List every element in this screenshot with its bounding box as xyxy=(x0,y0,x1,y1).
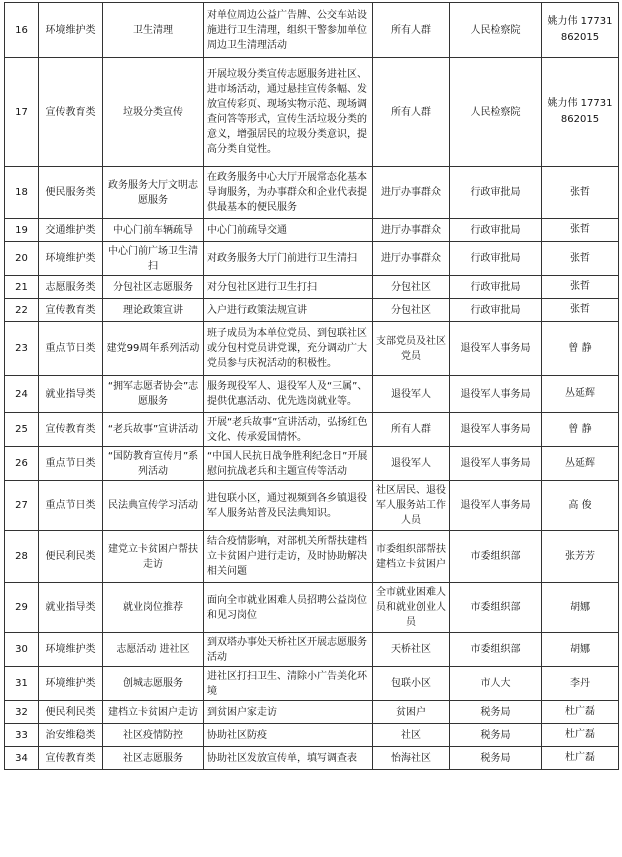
service-content: 在政务服务中心大厅开展常态化基本导询服务，为办事群众和企业代表提供最基本的便民服务 xyxy=(204,167,373,219)
service-category: 就业指导类 xyxy=(39,583,103,633)
project-name: 创城志愿服务 xyxy=(103,667,204,701)
service-content: 入户进行政策法规宣讲 xyxy=(204,299,373,322)
service-category: 重点节日类 xyxy=(39,481,103,531)
service-target: 贫困户 xyxy=(373,701,450,724)
row-number: 21 xyxy=(5,276,39,299)
service-target: 退役军人 xyxy=(373,447,450,481)
row-number: 28 xyxy=(5,531,39,583)
contact-person: 张哲 xyxy=(542,219,619,242)
service-target: 进厅办事群众 xyxy=(373,219,450,242)
service-target: 社区 xyxy=(373,724,450,747)
row-number: 17 xyxy=(5,58,39,167)
row-number: 34 xyxy=(5,747,39,770)
table-row xyxy=(5,3,619,58)
service-content: 服务现役军人、退役军人及“三属”、提供优惠活动、优先选岗就业等。 xyxy=(204,376,373,413)
responsible-unit: 市人大 xyxy=(450,667,542,701)
project-name: 政务服务大厅文明志愿服务 xyxy=(103,167,204,219)
service-target: 分包社区 xyxy=(373,276,450,299)
project-name: 社区志愿服务 xyxy=(103,747,204,770)
service-target: 分包社区 xyxy=(373,299,450,322)
service-content: 进包联小区，通过视频到各乡镇退役军人服务站普及民法典知识。 xyxy=(204,481,373,531)
project-name: 中心门前广场卫生清扫 xyxy=(103,242,204,276)
row-number: 24 xyxy=(5,376,39,413)
project-name: 卫生清理 xyxy=(103,3,204,58)
table-row xyxy=(5,481,619,531)
row-number: 33 xyxy=(5,724,39,747)
row-number: 32 xyxy=(5,701,39,724)
service-target: 进厅办事群众 xyxy=(373,167,450,219)
service-category: 就业指导类 xyxy=(39,376,103,413)
service-category: 宣传教育类 xyxy=(39,58,103,167)
table-row xyxy=(5,276,619,299)
project-name: 垃圾分类宣传 xyxy=(103,58,204,167)
project-name: 社区疫情防控 xyxy=(103,724,204,747)
contact-person: 胡娜 xyxy=(542,633,619,667)
table-row xyxy=(5,747,619,770)
responsible-unit: 退役军人事务局 xyxy=(450,413,542,447)
project-name: 民法典宣传学习活动 xyxy=(103,481,204,531)
contact-person: 高 俊 xyxy=(542,481,619,531)
service-content: 协助社区防疫 xyxy=(204,724,373,747)
contact-person: 姚力伟 17731862015 xyxy=(542,58,619,167)
table-row xyxy=(5,667,619,701)
service-category: 治安维稳类 xyxy=(39,724,103,747)
table-row xyxy=(5,58,619,167)
contact-person: 杜广磊 xyxy=(542,747,619,770)
service-target: 支部党员及社区党员 xyxy=(373,322,450,376)
project-name: 分包社区志愿服务 xyxy=(103,276,204,299)
service-target: 市委组织部帮扶建档立卡贫困户 xyxy=(373,531,450,583)
row-number: 26 xyxy=(5,447,39,481)
service-category: 环境维护类 xyxy=(39,633,103,667)
responsible-unit: 行政审批局 xyxy=(450,276,542,299)
responsible-unit: 退役军人事务局 xyxy=(450,376,542,413)
service-content: 面向全市就业困难人员招聘公益岗位和见习岗位 xyxy=(204,583,373,633)
responsible-unit: 退役军人事务局 xyxy=(450,322,542,376)
project-name: 志愿活动 进社区 xyxy=(103,633,204,667)
table-row xyxy=(5,219,619,242)
service-content: 班子成员为本单位党员、到包联社区或分包村党员讲党课，充分调动广大党员参与庆祝活动的积极性。 xyxy=(204,322,373,376)
row-number: 23 xyxy=(5,322,39,376)
responsible-unit: 税务局 xyxy=(450,701,542,724)
service-content: 对单位周边公益广告牌、公交车站设施进行卫生清理，组织干警参加单位周边卫生清理活动 xyxy=(204,3,373,58)
responsible-unit: 退役军人事务局 xyxy=(450,481,542,531)
service-category: 交通维护类 xyxy=(39,219,103,242)
responsible-unit: 市委组织部 xyxy=(450,531,542,583)
row-number: 29 xyxy=(5,583,39,633)
row-number: 27 xyxy=(5,481,39,531)
responsible-unit: 行政审批局 xyxy=(450,219,542,242)
service-target: 所有人群 xyxy=(373,413,450,447)
contact-person: 杜广磊 xyxy=(542,724,619,747)
service-category: 宣传教育类 xyxy=(39,299,103,322)
service-content: 到双塔办事处天桥社区开展志愿服务活动 xyxy=(204,633,373,667)
service-target: 进厅办事群众 xyxy=(373,242,450,276)
service-target: 退役军人 xyxy=(373,376,450,413)
project-name: 中心门前车辆疏导 xyxy=(103,219,204,242)
service-target: 怡海社区 xyxy=(373,747,450,770)
responsible-unit: 行政审批局 xyxy=(450,167,542,219)
volunteer-service-table xyxy=(4,2,619,770)
contact-person: 张哲 xyxy=(542,242,619,276)
table-row xyxy=(5,167,619,219)
project-name: 就业岗位推荐 xyxy=(103,583,204,633)
service-content: 结合疫情影响，对部机关所帮扶建档立卡贫困户进行走访，及时协助解决相关问题 xyxy=(204,531,373,583)
service-category: 志愿服务类 xyxy=(39,276,103,299)
service-category: 重点节日类 xyxy=(39,447,103,481)
table-row xyxy=(5,531,619,583)
contact-person: 丛延辉 xyxy=(542,376,619,413)
contact-person: 张哲 xyxy=(542,276,619,299)
contact-person: 张哲 xyxy=(542,299,619,322)
table-body xyxy=(5,3,619,770)
table-row xyxy=(5,322,619,376)
project-name: “老兵故事”宣讲活动 xyxy=(103,413,204,447)
project-name: 理论政策宣讲 xyxy=(103,299,204,322)
table-row xyxy=(5,376,619,413)
contact-person: 曾 静 xyxy=(542,322,619,376)
project-name: 建档立卡贫困户走访 xyxy=(103,701,204,724)
row-number: 20 xyxy=(5,242,39,276)
table-row xyxy=(5,724,619,747)
service-category: 便民利民类 xyxy=(39,531,103,583)
row-number: 25 xyxy=(5,413,39,447)
service-target: 包联小区 xyxy=(373,667,450,701)
row-number: 31 xyxy=(5,667,39,701)
row-number: 19 xyxy=(5,219,39,242)
service-category: 宣传教育类 xyxy=(39,747,103,770)
table-row xyxy=(5,633,619,667)
project-name: 建党99周年系列活动 xyxy=(103,322,204,376)
contact-person: 张哲 xyxy=(542,167,619,219)
responsible-unit: 税务局 xyxy=(450,747,542,770)
table-row xyxy=(5,299,619,322)
contact-person: 姚力伟 17731862015 xyxy=(542,3,619,58)
table-row xyxy=(5,447,619,481)
table-row xyxy=(5,701,619,724)
service-target: 天桥社区 xyxy=(373,633,450,667)
service-category: 环境维护类 xyxy=(39,242,103,276)
responsible-unit: 市委组织部 xyxy=(450,633,542,667)
service-content: 开展“老兵故事”宣讲活动，弘扬红色文化、传承爱国情怀。 xyxy=(204,413,373,447)
row-number: 16 xyxy=(5,3,39,58)
service-target: 所有人群 xyxy=(373,58,450,167)
responsible-unit: 人民检察院 xyxy=(450,58,542,167)
service-category: 重点节日类 xyxy=(39,322,103,376)
responsible-unit: 税务局 xyxy=(450,724,542,747)
service-content: 中心门前疏导交通 xyxy=(204,219,373,242)
contact-person: 李丹 xyxy=(542,667,619,701)
contact-person: 曾 静 xyxy=(542,413,619,447)
row-number: 30 xyxy=(5,633,39,667)
responsible-unit: 人民检察院 xyxy=(450,3,542,58)
contact-person: 杜广磊 xyxy=(542,701,619,724)
service-content: 协助社区发放宣传单，填写调查表 xyxy=(204,747,373,770)
service-target: 社区居民、退役军人服务站工作人员 xyxy=(373,481,450,531)
responsible-unit: 市委组织部 xyxy=(450,583,542,633)
service-content: 开展垃圾分类宣传志愿服务进社区、进市场活动，通过悬挂宣传条幅、发放宣传彩页、现场实物示范、现场调查问答等形式，宣传生活垃圾分类的意义，增强居民的垃圾分类意识，提高分类自觉性。 xyxy=(204,58,373,167)
service-content: 对政务服务大厅门前进行卫生清扫 xyxy=(204,242,373,276)
project-name: “拥军志愿者协会”志愿服务 xyxy=(103,376,204,413)
project-name: “国防教育宣传月”系列活动 xyxy=(103,447,204,481)
row-number: 18 xyxy=(5,167,39,219)
service-category: 便民利民类 xyxy=(39,701,103,724)
responsible-unit: 退役军人事务局 xyxy=(450,447,542,481)
contact-person: 张芳芳 xyxy=(542,531,619,583)
service-content: 对分包社区进行卫生打扫 xyxy=(204,276,373,299)
responsible-unit: 行政审批局 xyxy=(450,299,542,322)
project-name: 建党立卡贫困户帮扶走访 xyxy=(103,531,204,583)
service-category: 宣传教育类 xyxy=(39,413,103,447)
contact-person: 丛延辉 xyxy=(542,447,619,481)
service-content: “中国人民抗日战争胜利纪念日”开展慰问抗战老兵和主题宣传等活动 xyxy=(204,447,373,481)
service-content: 到贫困户家走访 xyxy=(204,701,373,724)
responsible-unit: 行政审批局 xyxy=(450,242,542,276)
table-row xyxy=(5,242,619,276)
service-category: 环境维护类 xyxy=(39,3,103,58)
row-number: 22 xyxy=(5,299,39,322)
service-target: 全市就业困难人员和就业创业人员 xyxy=(373,583,450,633)
table-row xyxy=(5,583,619,633)
service-category: 便民服务类 xyxy=(39,167,103,219)
service-category: 环境维护类 xyxy=(39,667,103,701)
service-content: 进社区打扫卫生、清除小广告美化环境 xyxy=(204,667,373,701)
service-target: 所有人群 xyxy=(373,3,450,58)
table-row xyxy=(5,413,619,447)
contact-person: 胡娜 xyxy=(542,583,619,633)
